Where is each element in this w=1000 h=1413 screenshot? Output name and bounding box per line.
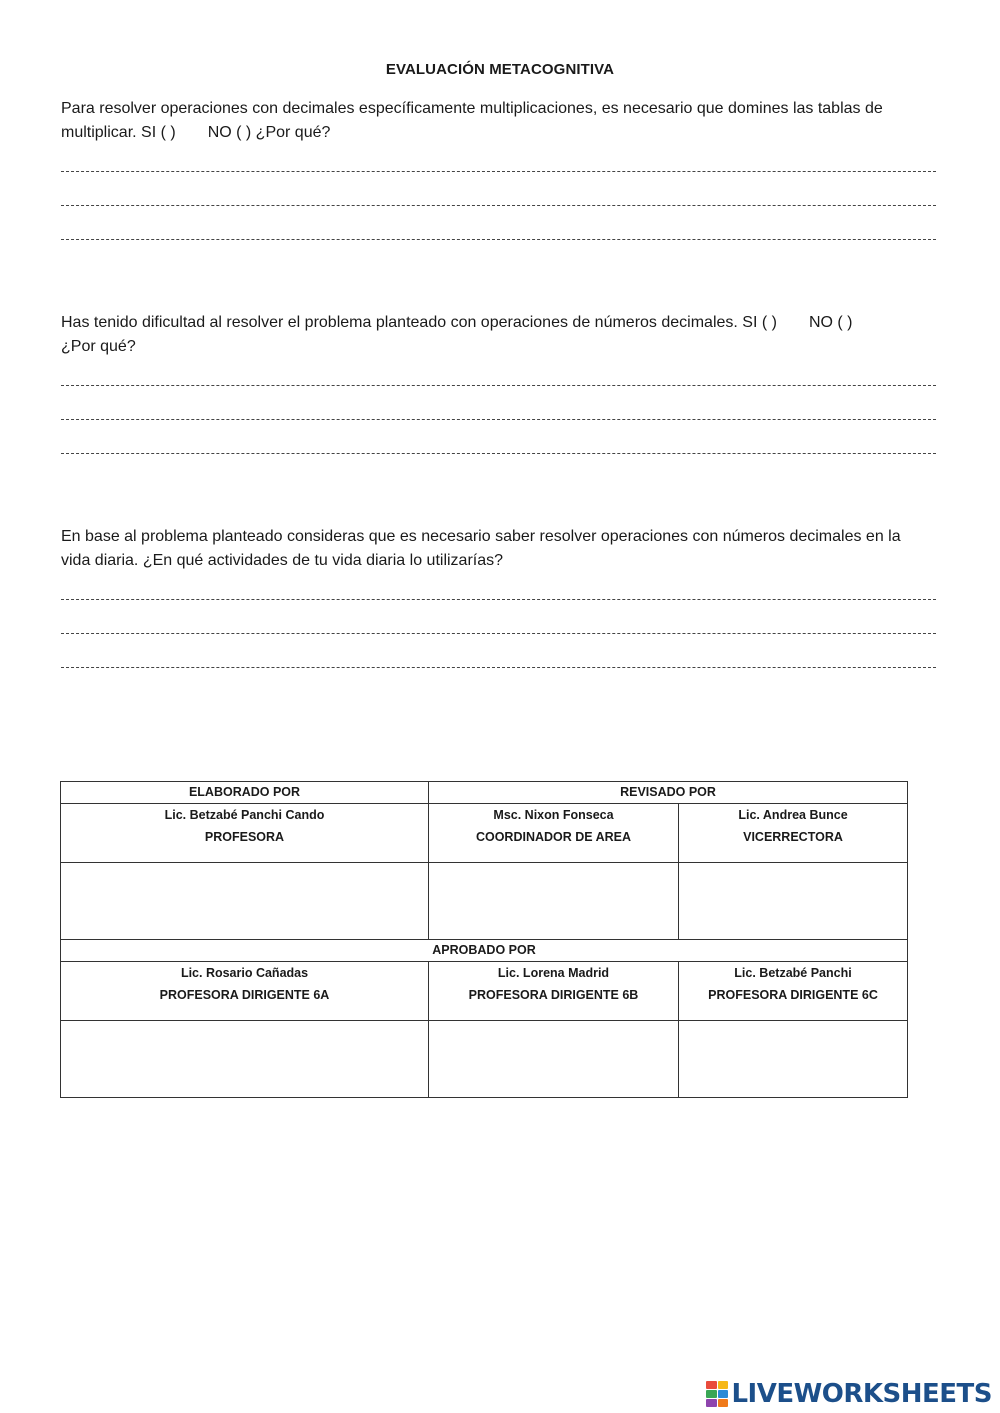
logo-tile (706, 1399, 717, 1407)
revisado-role-1: COORDINADOR DE AREA (475, 830, 632, 844)
revisado-cell-2 (679, 804, 908, 863)
question-1-no-option[interactable]: NO ( ) ¿Por qué? (207, 124, 331, 141)
answer-line-3-3[interactable] (61, 667, 936, 668)
liveworksheets-logo (706, 1379, 992, 1409)
revisado-name-2: Lic. Andrea Bunce (738, 808, 848, 822)
aprobado-signature-box-3[interactable] (679, 1021, 908, 1098)
question-2-line-1 (61, 311, 937, 335)
aprobado-cell-2 (429, 962, 679, 1021)
question-3-line-2: vida diaria. ¿En qué actividades de tu vida diaria lo utilizarías? (61, 552, 504, 569)
answer-line-1-1[interactable] (61, 171, 936, 172)
page-title: EVALUACIÓN METACOGNITIVA (385, 61, 615, 78)
aprobado-signature-box-1[interactable] (61, 1021, 429, 1098)
signoff-table (60, 781, 908, 1098)
aprobado-header: APROBADO POR (61, 940, 908, 962)
revisado-header: REVISADO POR (429, 782, 908, 804)
elaborado-header: ELABORADO POR (61, 782, 429, 804)
aprobado-role-2: PROFESORA DIRIGENTE 6B (468, 988, 639, 1002)
elaborado-cell (61, 804, 429, 863)
aprobado-name-3: Lic. Betzabé Panchi (734, 966, 852, 980)
answer-line-2-3[interactable] (61, 453, 936, 454)
answer-line-1-2[interactable] (61, 205, 936, 206)
revisado-role-2: VICERRECTORA (743, 830, 843, 844)
aprobado-signature-box-2[interactable] (429, 1021, 679, 1098)
elaborado-role: PROFESORA (204, 830, 285, 844)
revisado-signature-box-1[interactable] (429, 863, 679, 940)
question-2 (61, 311, 937, 359)
answer-line-2-1[interactable] (61, 385, 936, 386)
aprobado-cell-1 (61, 962, 429, 1021)
question-1 (61, 97, 937, 145)
aprobado-role-3: PROFESORA DIRIGENTE 6C (708, 988, 878, 1002)
question-3-line-1: En base al problema planteado consideras que es necesario saber resolver operaciones con números decimales en la (61, 528, 901, 545)
logo-tile (706, 1390, 717, 1398)
revisado-name-1: Msc. Nixon Fonseca (493, 808, 614, 822)
revisado-signature-box-2[interactable] (679, 863, 908, 940)
question-2-no-option[interactable]: NO ( ) (808, 314, 853, 331)
answer-line-3-1[interactable] (61, 599, 936, 600)
logo-tile (718, 1399, 729, 1407)
question-1-line-2 (61, 121, 937, 145)
aprobado-role-1: PROFESORA DIRIGENTE 6A (159, 988, 330, 1002)
question-1-line-1: Para resolver operaciones con decimales específicamente multiplicaciones, es necesario que domines las tablas de (61, 100, 883, 117)
logo-tile (718, 1381, 729, 1389)
aprobado-name-2: Lic. Lorena Madrid (497, 966, 610, 980)
question-2-line-2: ¿Por qué? (61, 338, 136, 355)
answer-line-2-2[interactable] (61, 419, 936, 420)
logo-tile (706, 1381, 717, 1389)
elaborado-name: Lic. Betzabé Panchi Cando (164, 808, 325, 822)
question-1-yes-option[interactable]: multiplicar. SI ( ) (61, 124, 176, 141)
aprobado-cell-3 (679, 962, 908, 1021)
question-3 (61, 525, 937, 573)
liveworksheets-logo-text: LIVEWORKSHEETS (731, 1379, 992, 1409)
liveworksheets-logo-icon (706, 1381, 728, 1407)
answer-line-3-2[interactable] (61, 633, 936, 634)
answer-line-1-3[interactable] (61, 239, 936, 240)
revisado-cell-1 (429, 804, 679, 863)
question-2-yes-option[interactable]: Has tenido dificultad al resolver el problema planteado con operaciones de números decimales. SI ( ) (61, 314, 777, 331)
elaborado-signature-box[interactable] (61, 863, 429, 940)
aprobado-name-1: Lic. Rosario Cañadas (180, 966, 309, 980)
logo-tile (718, 1390, 729, 1398)
